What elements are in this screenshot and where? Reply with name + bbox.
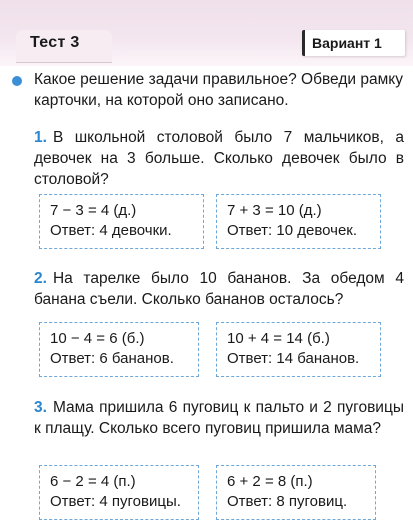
test-title: Тест 3: [30, 34, 80, 51]
card-answer: Ответ: 4 девочки.: [50, 222, 172, 239]
problem-2-text: На тарелке было 10 бананов. За обедом 4 банана съели. Сколько бананов осталось?: [34, 270, 404, 308]
instruction-text: Какое решение задачи правильное? Обведи рамку карточки, на которой оно записано.: [34, 71, 403, 109]
card-equation: 6 + 2 = 8 (п.): [227, 473, 313, 490]
card-answer: Ответ: 4 пуговицы.: [50, 493, 181, 510]
problem-1: [34, 127, 404, 190]
card-equation: 7 − 3 = 4 (д.): [50, 202, 137, 219]
card-equation: 6 − 2 = 4 (п.): [50, 473, 136, 490]
card-answer: Ответ: 8 пуговиц.: [227, 493, 348, 510]
answer-card-3b[interactable]: [216, 465, 376, 520]
answer-card-1a[interactable]: [39, 194, 204, 249]
answer-card-3a[interactable]: [39, 465, 199, 520]
bullet-icon: [12, 76, 22, 86]
problem-1-number: 1.: [34, 129, 47, 146]
card-equation: 10 + 4 = 14 (б.): [227, 330, 330, 347]
answer-card-2a[interactable]: [39, 322, 199, 377]
card-answer: Ответ: 6 бананов.: [50, 350, 174, 367]
problem-2-number: 2.: [34, 270, 47, 287]
card-answer: Ответ: 14 бананов.: [227, 350, 360, 367]
answer-card-2b[interactable]: [216, 322, 381, 377]
problem-1-text: В школьной столовой было 7 мальчиков, а девочек на 3 больше. Сколько девочек было в столовой?: [34, 129, 404, 188]
card-equation: 10 − 4 = 6 (б.): [50, 330, 145, 347]
answer-card-1b[interactable]: [216, 194, 381, 249]
card-answer: Ответ: 10 девочек.: [227, 222, 358, 239]
variant-label: Вариант 1: [312, 35, 382, 51]
card-equation: 7 + 3 = 10 (д.): [227, 202, 322, 219]
problem-2: [34, 268, 404, 310]
problem-3: [34, 397, 404, 439]
problem-3-text: Мама пришила 6 пуговиц к пальто и 2 пуговицы к плащу. Сколько всего пуговиц пришила мама?: [34, 399, 404, 437]
problem-3-number: 3.: [34, 399, 47, 416]
